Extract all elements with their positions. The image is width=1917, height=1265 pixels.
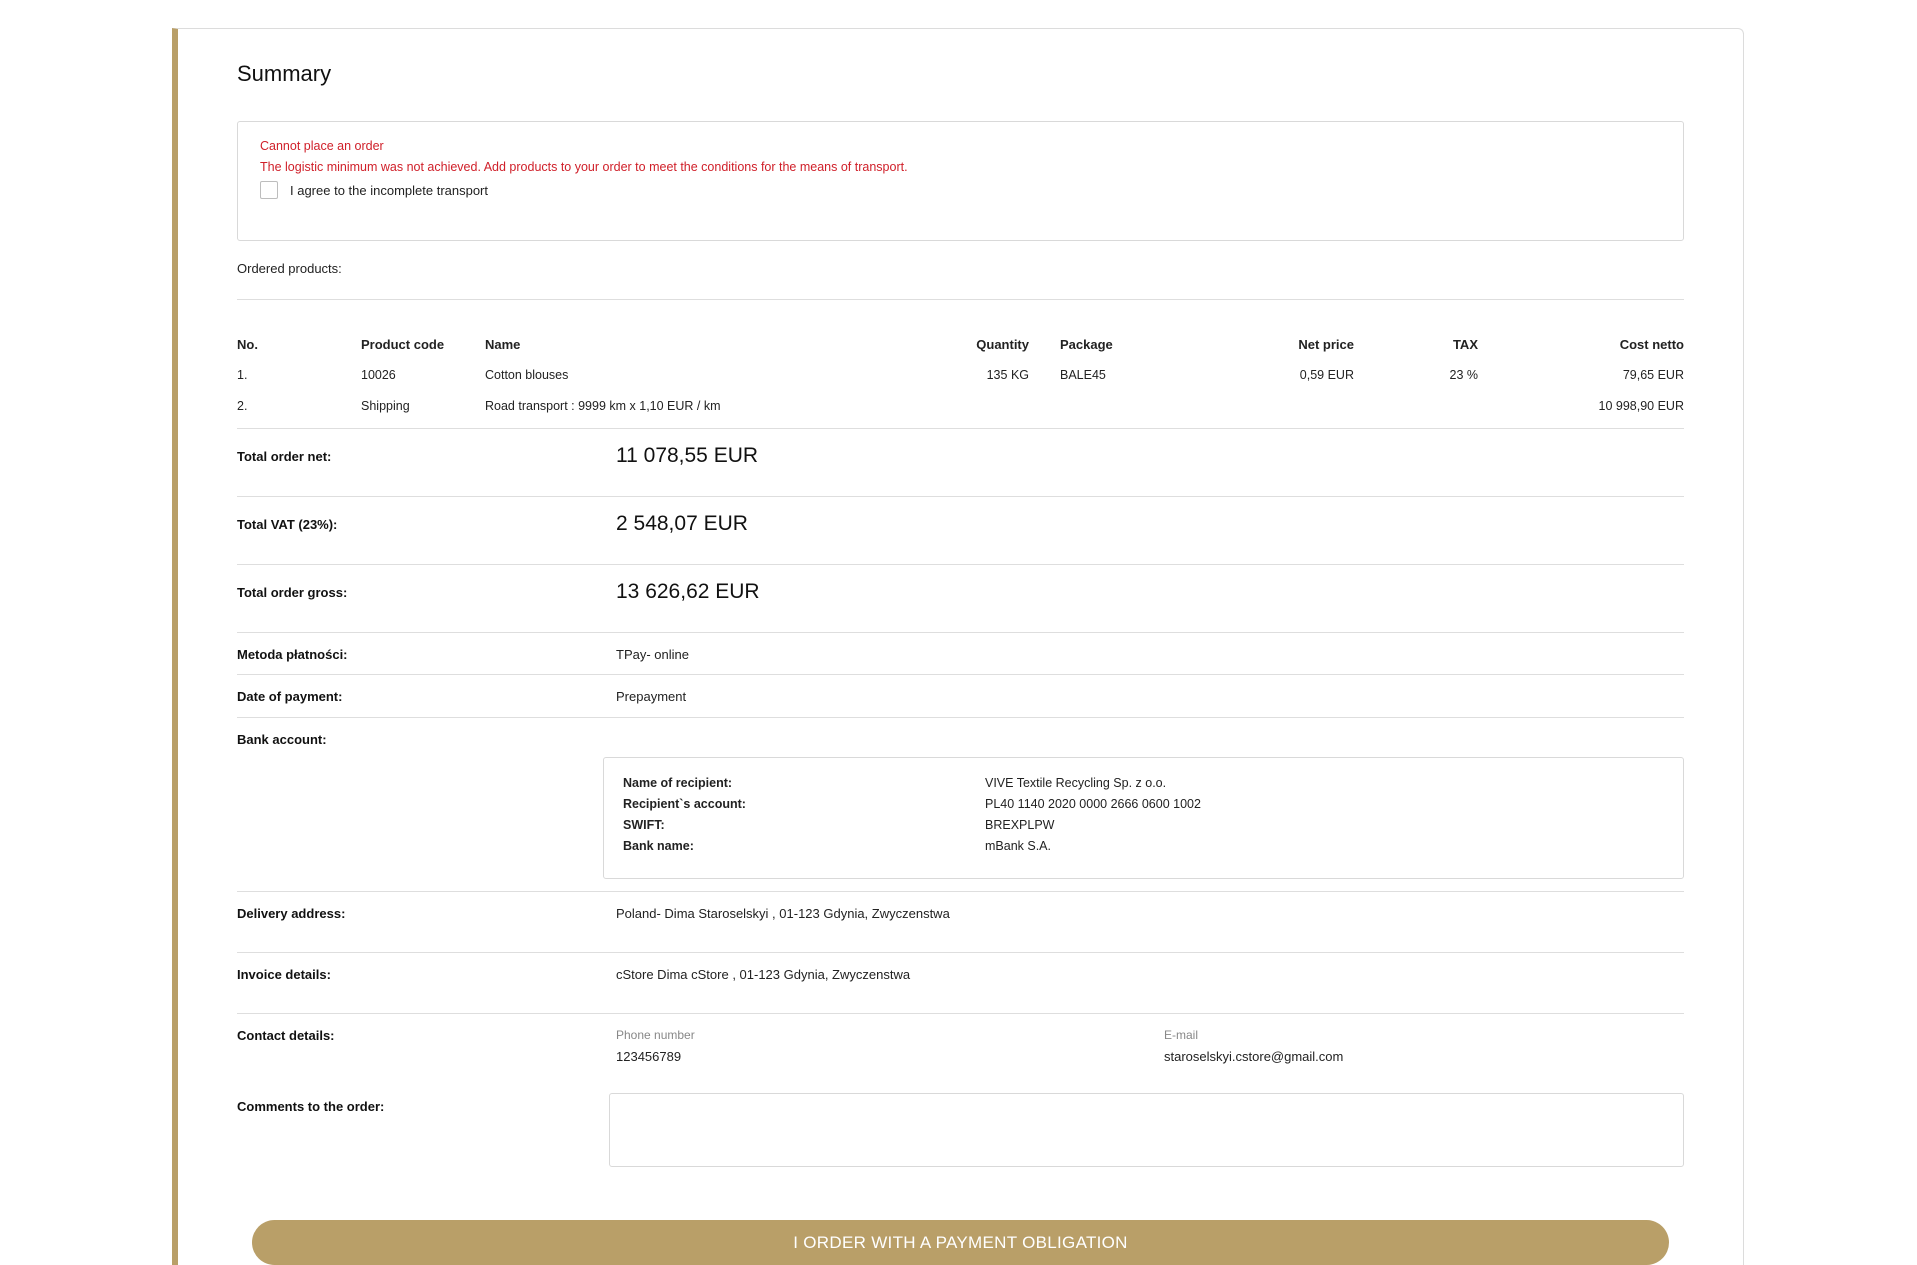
cell-name: Road transport : 9999 km x 1,10 EUR / km [485,399,721,413]
comments-label: Comments to the order: [237,1099,385,1114]
total-net-value: 11 078,55 EUR [616,444,759,467]
invoice-details-label: Invoice details: [237,967,331,982]
total-vat-label: Total VAT (23%): [237,517,338,532]
agree-incomplete-transport-checkbox[interactable] [260,181,278,199]
bank-account-row [623,797,1664,818]
column-header-quantity: Quantity [976,337,1029,352]
total-gross-value: 13 626,62 EUR [616,580,760,603]
divider [237,299,1684,300]
email-value: staroselskyi.cstore@gmail.com [1164,1049,1344,1064]
table-header [237,337,1684,368]
total-net-label: Total order net: [237,449,332,464]
payment-method-label: Metoda płatności: [237,647,348,662]
phone-number-label: Phone number [616,1028,695,1042]
cell-cost-netto: 10 998,90 EUR [1598,399,1684,413]
summary-panel [172,28,1744,1265]
bank-recipient-value: VIVE Textile Recycling Sp. z o.o. [985,776,1167,790]
cell-product-code: 10026 [361,368,396,382]
order-with-payment-obligation-button[interactable]: I ORDER WITH A PAYMENT OBLIGATION [252,1220,1669,1265]
bank-name-row [623,839,1664,860]
alert-heading: Cannot place an order [260,139,384,153]
phone-number-value: 123456789 [616,1049,682,1064]
agree-label[interactable]: I agree to the incomplete transport [290,182,489,198]
email-label: E-mail [1164,1028,1199,1042]
transport-alert [237,121,1684,241]
bank-name-label: Bank name: [623,839,694,853]
divider [237,564,1684,565]
bank-swift-label: SWIFT: [623,818,665,832]
cell-name: Cotton blouses [485,368,569,382]
page-title: Summary [237,61,332,86]
cell-net-price: 0,59 EUR [1299,368,1354,382]
products-table [237,337,1684,430]
bank-account-label: Bank account: [237,732,327,747]
divider [237,496,1684,497]
divider [237,428,1684,429]
total-gross-label: Total order gross: [237,585,348,600]
bank-name-value: mBank S.A. [985,839,1051,853]
bank-swift-value: BREXPLPW [985,818,1055,832]
column-header-cost-netto: Cost netto [1619,337,1684,352]
table-row [237,368,1684,399]
column-header-package: Package [1060,337,1113,352]
agree-row[interactable] [260,181,1661,199]
contact-details-label: Contact details: [237,1028,335,1043]
total-vat-value: 2 548,07 EUR [616,512,748,535]
invoice-details-value: cStore Dima cStore , 01-123 Gdynia, Zwyczenstwa [616,967,911,982]
bank-account-box [603,757,1684,879]
payment-date-label: Date of payment: [237,689,343,704]
payment-method-value: TPay- online [616,647,689,662]
column-header-product-code: Product code [361,337,445,352]
cell-product-code: Shipping [361,399,410,413]
cell-package: BALE45 [1060,368,1106,382]
column-header-net-price: Net price [1298,337,1354,352]
divider [237,1013,1684,1014]
column-header-tax: TAX [1452,337,1478,352]
divider [237,952,1684,953]
ordered-products-label: Ordered products: [237,261,342,276]
delivery-address-value: Poland- Dima Staroselskyi , 01-123 Gdynia, Zwyczenstwa [616,906,950,921]
cell-no: 1. [237,368,248,382]
alert-message: The logistic minimum was not achieved. Add products to your order to meet the conditions for the means of transport. [260,160,908,174]
cell-cost-netto: 79,65 EUR [1622,368,1684,382]
delivery-address-label: Delivery address: [237,906,346,921]
divider [237,891,1684,892]
table-row [237,399,1684,430]
divider [237,674,1684,675]
comments-textarea[interactable] [609,1093,1684,1167]
divider [237,717,1684,718]
bank-recipient-row [623,776,1664,797]
cell-tax: 23 % [1449,368,1478,382]
cell-quantity: 135 KG [986,368,1029,382]
bank-account-number-label: Recipient`s account: [623,797,746,811]
bank-account-number-value: PL40 1140 2020 0000 2666 0600 1002 [985,797,1201,811]
column-header-name: Name [485,337,521,352]
bank-swift-row [623,818,1664,839]
column-header-no: No. [237,337,258,352]
bank-recipient-label: Name of recipient: [623,776,733,790]
cell-no: 2. [237,399,248,413]
divider [237,632,1684,633]
payment-date-value: Prepayment [616,689,687,704]
